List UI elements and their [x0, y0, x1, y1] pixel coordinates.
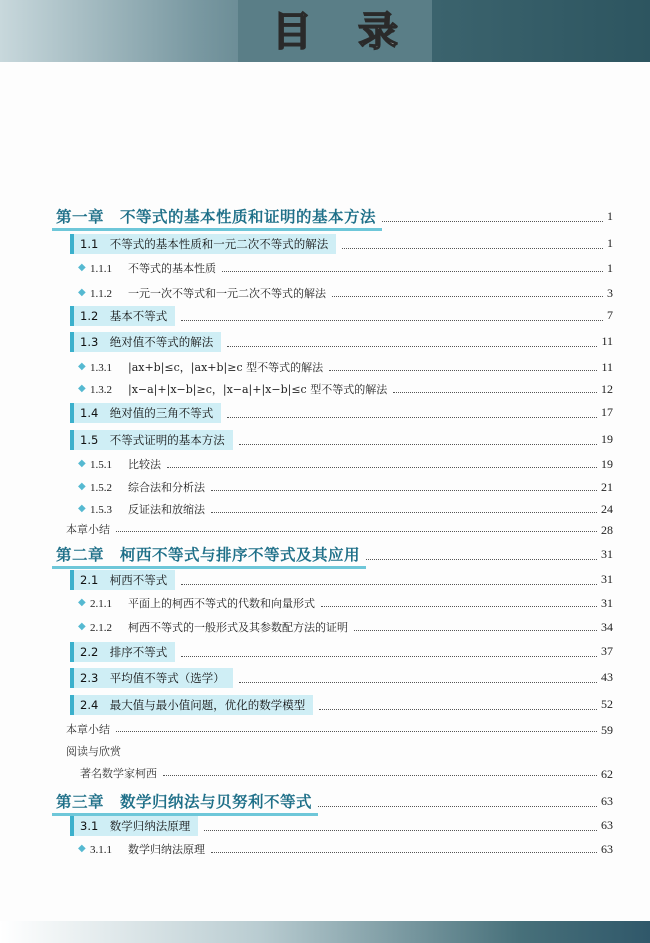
diamond-icon: ◆ [78, 481, 86, 492]
toc-subsection [0, 500, 650, 518]
toc-page-number: 1 [607, 209, 613, 223]
toc-entry-text: |x−a|+|x−b|≥c，|x−a|+|x−b|≤c 型不等式的解法 [128, 383, 388, 396]
toc-page-number: 63 [601, 794, 613, 808]
toc-entry-text: 3.1 数学归纳法原理 [80, 819, 191, 833]
page-title-char-1: 目 [272, 9, 312, 55]
toc-section [0, 332, 650, 352]
toc-item [0, 721, 650, 737]
toc-page-number: 19 [601, 432, 613, 446]
toc-page-number: 59 [601, 723, 613, 737]
dot-leader [181, 306, 603, 321]
toc-page-number: 1 [607, 236, 613, 250]
toc-entry-number: 1.5.2 [90, 482, 112, 494]
dot-leader [227, 332, 597, 347]
toc-entry-text: 1.3 绝对值不等式的解法 [80, 335, 214, 349]
toc-page-number: 12 [601, 382, 613, 396]
toc-entry-label [90, 841, 205, 857]
toc-entry-number: 1.1.1 [90, 263, 112, 275]
toc-entry-label [66, 743, 121, 759]
dot-leader [211, 840, 597, 853]
dot-leader [366, 543, 597, 560]
footer-band [0, 921, 650, 943]
page-title-char-2: 录 [358, 9, 398, 55]
toc-entry-label [90, 479, 205, 495]
toc-entry-number: 2.1.2 [90, 622, 112, 634]
toc-subsection [0, 594, 650, 612]
dot-leader [163, 765, 597, 776]
toc-entry-text: 第一章 不等式的基本性质和证明的基本方法 [56, 207, 377, 226]
toc-entry-label [70, 234, 336, 254]
toc-section [0, 816, 650, 836]
toc-subsection [0, 358, 650, 376]
toc-entry-text: 数学归纳法原理 [128, 843, 205, 856]
toc-section [0, 642, 650, 662]
toc-page-number: 63 [601, 842, 613, 856]
toc-section [0, 306, 650, 326]
toc-entry-text: 2.1 柯西不等式 [80, 573, 168, 587]
toc-entry-label [70, 816, 198, 836]
toc-entry-label [90, 619, 348, 635]
toc-subsection [0, 478, 650, 496]
toc-entry-label [70, 668, 233, 688]
diamond-icon: ◆ [78, 621, 86, 632]
toc-section [0, 570, 650, 590]
toc-entry-label [70, 403, 221, 423]
toc-section [0, 695, 650, 715]
toc-entry-text: 1.1 不等式的基本性质和一元二次不等式的解法 [80, 237, 329, 251]
toc-entry-label [66, 721, 110, 737]
toc-entry-text: 第二章 柯西不等式与排序不等式及其应用 [56, 545, 361, 564]
toc-entry-label [56, 205, 376, 227]
toc-entry-text: 一元一次不等式和一元二次不等式的解法 [128, 287, 326, 300]
toc-entry-label [70, 430, 233, 450]
dot-leader [211, 500, 597, 513]
dot-leader [382, 205, 603, 222]
diamond-icon: ◆ [78, 597, 86, 608]
dot-leader [211, 478, 597, 491]
toc-page-number: 11 [601, 334, 613, 348]
toc-item [0, 765, 650, 781]
toc-entry-text: 阅读与欣赏 [66, 745, 121, 758]
toc-entry-label [90, 381, 387, 397]
toc-subsection [0, 455, 650, 473]
toc-item [0, 743, 650, 759]
diamond-icon: ◆ [78, 287, 86, 298]
toc-page-number: 28 [601, 523, 613, 537]
toc-section [0, 403, 650, 423]
toc-page-number: 31 [601, 596, 613, 610]
dot-leader [354, 618, 597, 631]
diamond-icon: ◆ [78, 361, 86, 372]
toc-entry-label [70, 570, 175, 590]
page-title [238, 0, 432, 62]
toc-page-number: 34 [601, 620, 613, 634]
toc-page-number: 17 [601, 405, 613, 419]
toc-entry-label [70, 306, 175, 326]
dot-leader [318, 790, 597, 807]
diamond-icon: ◆ [78, 262, 86, 273]
toc-subsection [0, 840, 650, 858]
toc-page-number: 37 [601, 644, 613, 658]
toc-entry-text: 本章小结 [66, 523, 110, 536]
diamond-icon: ◆ [78, 383, 86, 394]
toc-entry-label [90, 501, 205, 517]
dot-leader [204, 816, 597, 831]
toc-entry-text: 2.2 排序不等式 [80, 645, 168, 659]
toc-entry-text: 平面上的柯西不等式的代数和向量形式 [128, 597, 315, 610]
toc-entry-label [56, 543, 360, 565]
toc-entry-number: 1.1.2 [90, 288, 112, 300]
toc-entry-number: 1.3.1 [90, 362, 112, 374]
toc-entry-number: 1.5.3 [90, 504, 112, 516]
dot-leader [239, 430, 597, 445]
toc-section [0, 668, 650, 688]
toc-entry-text: 1.2 基本不等式 [80, 309, 168, 323]
toc-page-number: 62 [601, 767, 613, 781]
dot-leader [319, 695, 597, 710]
toc-page-number: 24 [601, 502, 613, 516]
toc-subsection [0, 284, 650, 302]
dot-leader [181, 570, 597, 585]
diamond-icon: ◆ [78, 458, 86, 469]
toc-page-number: 1 [607, 261, 613, 275]
diamond-icon: ◆ [78, 843, 86, 854]
toc-entry-label [90, 359, 323, 375]
toc-page-number: 43 [601, 670, 613, 684]
toc-page-number: 63 [601, 818, 613, 832]
toc-entry-label [90, 285, 326, 301]
toc-entry-label [66, 521, 110, 537]
chapter-underline [52, 566, 366, 569]
toc-page-number: 21 [601, 480, 613, 494]
toc-subsection [0, 259, 650, 277]
toc-entry-label [90, 260, 216, 276]
toc-subsection [0, 380, 650, 398]
dot-leader [321, 594, 597, 607]
toc-entry-text: 1.4 绝对值的三角不等式 [80, 406, 214, 420]
dot-leader [222, 259, 603, 272]
toc-page-number: 3 [607, 286, 613, 300]
toc-entry-text: 反证法和放缩法 [128, 503, 205, 516]
toc-entry-label [70, 642, 175, 662]
toc-page-number: 52 [601, 697, 613, 711]
toc-entry-text: 比较法 [128, 458, 161, 471]
dot-leader [116, 521, 597, 532]
toc-section [0, 234, 650, 254]
dot-leader [332, 284, 603, 297]
toc-entry-number: 1.5.1 [90, 459, 112, 471]
toc-entry-label [56, 790, 312, 812]
dot-leader [181, 642, 597, 657]
toc-subsection [0, 618, 650, 636]
toc-entry-label [80, 765, 157, 781]
toc-entry-label [70, 332, 221, 352]
dot-leader [342, 234, 603, 249]
toc-section [0, 430, 650, 450]
toc-entry-label [90, 595, 315, 611]
dot-leader [116, 721, 597, 732]
toc-page-number: 31 [601, 547, 613, 561]
toc-entry-text: 不等式的基本性质 [128, 262, 216, 275]
dot-leader [239, 668, 597, 683]
toc-chapter [0, 790, 650, 812]
toc-page-number: 11 [601, 360, 613, 374]
toc-entry-text: 著名数学家柯西 [80, 767, 157, 780]
toc-entry-text: 2.4 最大值与最小值问题，优化的数学模型 [80, 698, 306, 712]
toc-page-number: 7 [607, 308, 613, 322]
toc-entry-text: 第三章 数学归纳法与贝努利不等式 [56, 792, 313, 811]
toc-entry-text: 本章小结 [66, 723, 110, 736]
toc-entry-text: 综合法和分析法 [128, 481, 205, 494]
dot-leader [167, 455, 597, 468]
diamond-icon: ◆ [78, 503, 86, 514]
toc-chapter [0, 543, 650, 565]
dot-leader [329, 358, 597, 371]
toc-entry-text: 1.5 不等式证明的基本方法 [80, 433, 225, 447]
toc-entry-text: 柯西不等式的一般形式及其参数配方法的证明 [128, 621, 348, 634]
dot-leader [227, 403, 597, 418]
toc-entry-label [90, 456, 161, 472]
toc-entry-number: 3.1.1 [90, 844, 112, 856]
chapter-underline [52, 228, 382, 231]
toc-page-number: 31 [601, 572, 613, 586]
toc-entry-number: 2.1.1 [90, 598, 112, 610]
toc-entry-text: 2.3 平均值不等式（选学） [80, 671, 225, 685]
toc-item [0, 521, 650, 537]
toc-entry-number: 1.3.2 [90, 384, 112, 396]
toc-entry-label [70, 695, 313, 715]
dot-leader [393, 380, 597, 393]
toc-chapter [0, 205, 650, 227]
toc-entry-text: |ax+b|≤c，|ax+b|≥c 型不等式的解法 [128, 361, 324, 374]
toc-page-number: 19 [601, 457, 613, 471]
